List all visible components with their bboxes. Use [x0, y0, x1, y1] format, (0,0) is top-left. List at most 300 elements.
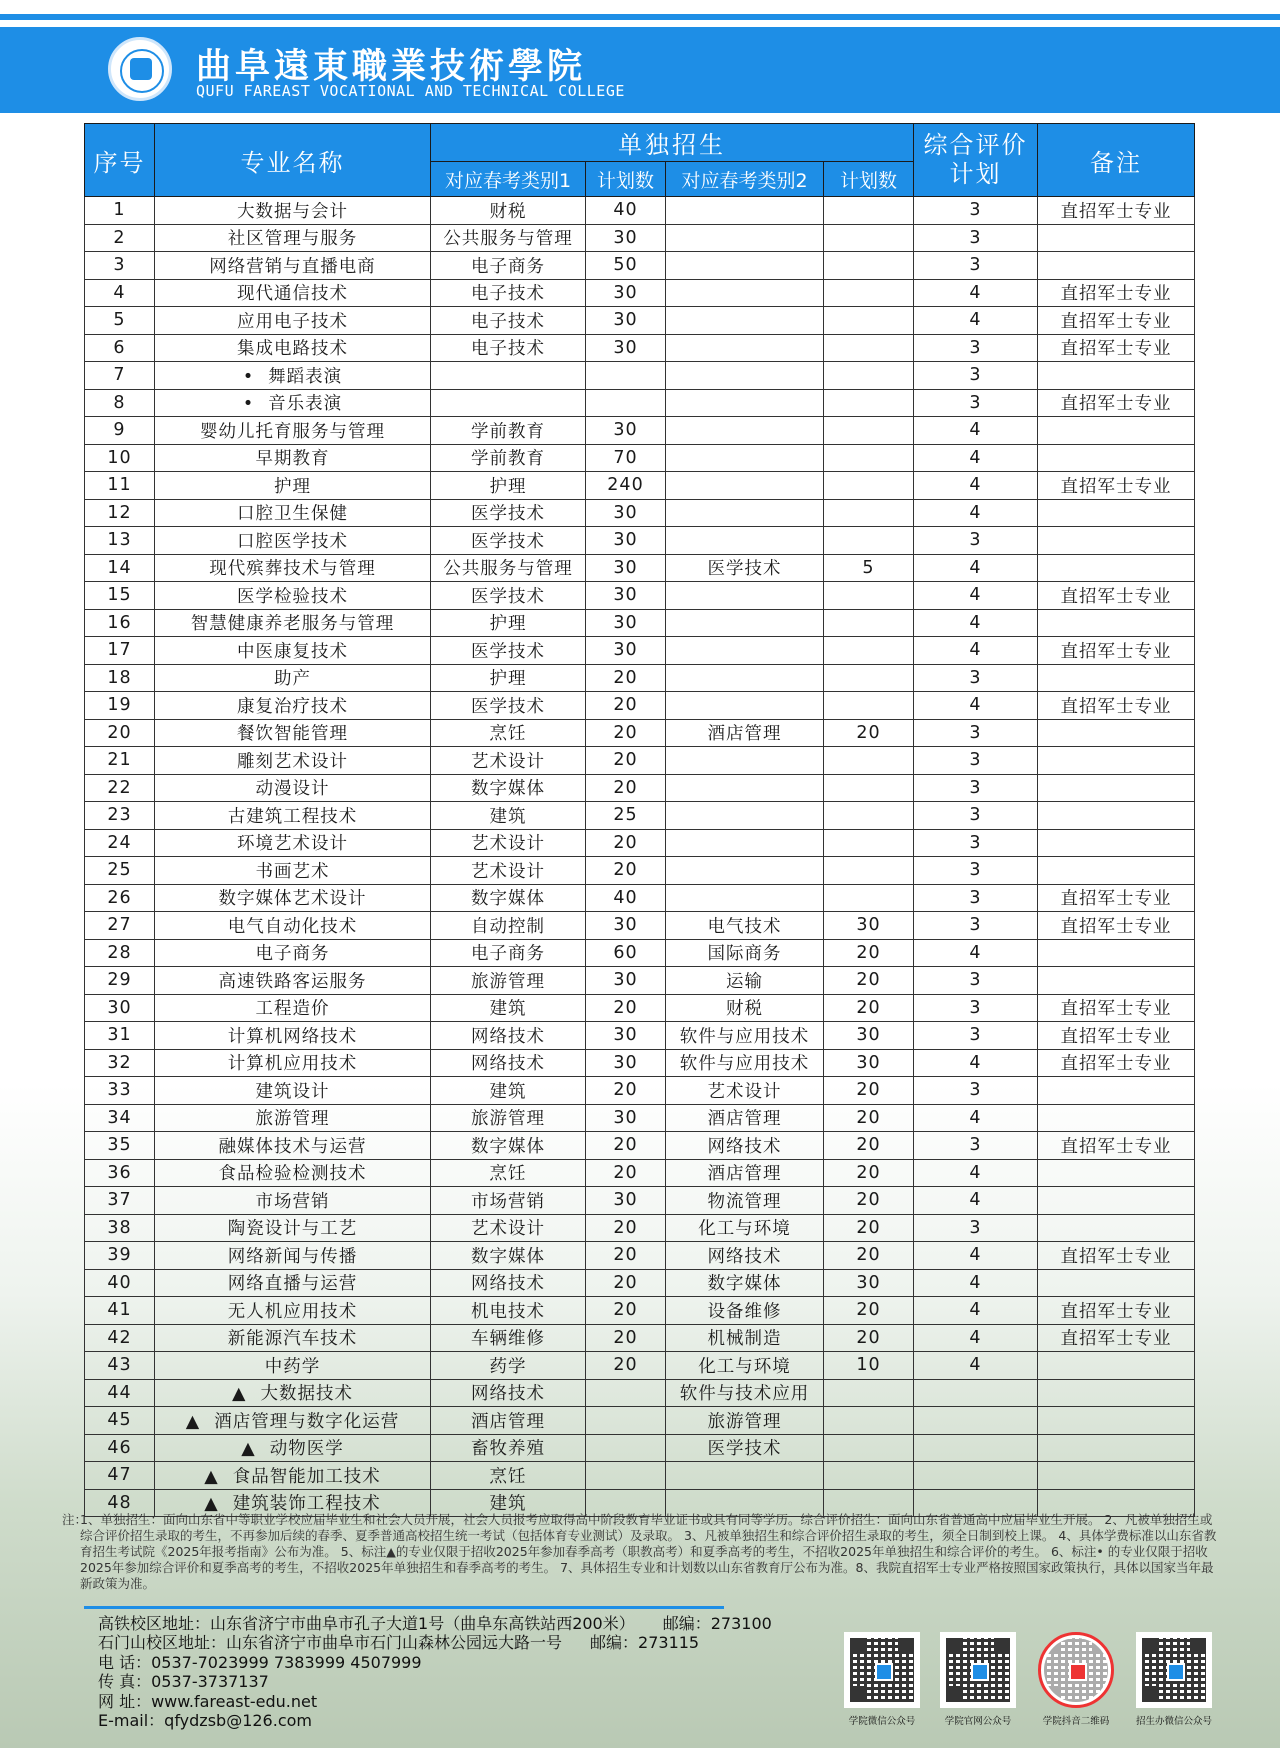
cell-category-1: 财税 — [431, 197, 586, 225]
cell-no: 5 — [85, 307, 155, 335]
cell-no: 24 — [85, 829, 155, 857]
cell-major: 中药学 — [155, 1352, 431, 1380]
cell-major: 网络新闻与传播 — [155, 1242, 431, 1270]
cell-category-2 — [666, 664, 824, 692]
cell-no: 45 — [85, 1407, 155, 1435]
cell-comprehensive: 3 — [914, 857, 1038, 885]
cell-plan-2 — [824, 389, 914, 417]
cell-major: 雕刻艺术设计 — [155, 747, 431, 775]
cell-plan-1: 20 — [586, 829, 666, 857]
cell-category-2: 网络技术 — [666, 1242, 824, 1270]
table-row — [85, 499, 1195, 527]
cell-category-1: 医学技术 — [431, 582, 586, 610]
cell-remark — [1038, 1352, 1195, 1380]
cell-category-1: 医学技术 — [431, 692, 586, 720]
cell-plan-2 — [824, 774, 914, 802]
website-qr-code-icon — [940, 1632, 1016, 1708]
cell-category-2: 化工与环境 — [666, 1214, 824, 1242]
cell-plan-2 — [824, 252, 914, 280]
table-row — [85, 829, 1195, 857]
cell-comprehensive: 4 — [914, 1297, 1038, 1325]
cell-category-1: 机电技术 — [431, 1297, 586, 1325]
cell-plan-2 — [824, 1462, 914, 1490]
cell-major: 婴幼儿托育服务与管理 — [155, 417, 431, 445]
cell-plan-1 — [586, 362, 666, 390]
cell-category-2 — [666, 334, 824, 362]
email-line[interactable]: E-mail：qfydzsb@126.com — [98, 1711, 312, 1731]
cell-no: 41 — [85, 1297, 155, 1325]
cell-comprehensive: 4 — [914, 1159, 1038, 1187]
cell-category-1: 烹饪 — [431, 1462, 586, 1490]
cell-plan-1: 20 — [586, 774, 666, 802]
cell-remark — [1038, 939, 1195, 967]
cell-plan-1 — [586, 1379, 666, 1407]
qr-label-website: 学院官网公众号 — [944, 1716, 1012, 1727]
cell-comprehensive — [914, 1434, 1038, 1462]
cell-plan-2 — [824, 829, 914, 857]
triangle-marker-icon: ▲ — [232, 1384, 247, 1405]
cell-remark — [1038, 1187, 1195, 1215]
cell-category-2: 电气技术 — [666, 912, 824, 940]
cell-no: 21 — [85, 747, 155, 775]
header-row-1 — [85, 124, 1195, 162]
cell-no: 28 — [85, 939, 155, 967]
cell-category-1: 旅游管理 — [431, 1104, 586, 1132]
cell-no: 15 — [85, 582, 155, 610]
cell-plan-2: 30 — [824, 1022, 914, 1050]
cell-comprehensive: 4 — [914, 609, 1038, 637]
cell-plan-2 — [824, 334, 914, 362]
cell-plan-2: 20 — [824, 1104, 914, 1132]
cell-plan-2: 20 — [824, 1297, 914, 1325]
cell-comprehensive — [914, 1379, 1038, 1407]
cell-major: 食品检验检测技术 — [155, 1159, 431, 1187]
table-row — [85, 1407, 1195, 1435]
cell-no: 35 — [85, 1132, 155, 1160]
cell-plan-1: 20 — [586, 1132, 666, 1160]
cell-plan-1 — [586, 389, 666, 417]
cell-plan-2 — [824, 884, 914, 912]
cell-plan-2: 20 — [824, 1132, 914, 1160]
cell-major: 电气自动化技术 — [155, 912, 431, 940]
cell-category-1: 旅游管理 — [431, 967, 586, 995]
cell-remark — [1038, 554, 1195, 582]
cell-comprehensive: 3 — [914, 252, 1038, 280]
cell-plan-1: 20 — [586, 1297, 666, 1325]
cell-plan-1: 30 — [586, 582, 666, 610]
col-header-major: 专业名称 — [155, 124, 431, 197]
cell-plan-1: 20 — [586, 857, 666, 885]
table-row — [85, 1104, 1195, 1132]
triangle-marker-icon: ▲ — [241, 1439, 256, 1460]
cell-remark: 直招军士专业 — [1038, 197, 1195, 225]
cell-no: 46 — [85, 1434, 155, 1462]
cell-category-2: 国际商务 — [666, 939, 824, 967]
cell-no: 33 — [85, 1077, 155, 1105]
cell-category-2: 财税 — [666, 994, 824, 1022]
cell-remark — [1038, 747, 1195, 775]
cell-major: ▲ 建筑装饰工程技术 — [155, 1489, 431, 1517]
cell-remark: 直招军士专业 — [1038, 884, 1195, 912]
table-row — [85, 444, 1195, 472]
cell-category-2 — [666, 224, 824, 252]
cell-no: 34 — [85, 1104, 155, 1132]
cell-no: 2 — [85, 224, 155, 252]
cell-category-2 — [666, 279, 824, 307]
table-row — [85, 252, 1195, 280]
cell-major: ▲ 酒店管理与数字化运营 — [155, 1407, 431, 1435]
cell-major: 早期教育 — [155, 444, 431, 472]
cell-remark: 直招军士专业 — [1038, 1242, 1195, 1270]
cell-remark — [1038, 1214, 1195, 1242]
cell-plan-1: 30 — [586, 637, 666, 665]
cell-no: 31 — [85, 1022, 155, 1050]
cell-remark: 直招军士专业 — [1038, 1297, 1195, 1325]
cell-remark — [1038, 1462, 1195, 1490]
cell-no: 37 — [85, 1187, 155, 1215]
cell-plan-2: 20 — [824, 967, 914, 995]
cell-major: 康复治疗技术 — [155, 692, 431, 720]
qr-label-admissions: 招生办微信公众号 — [1135, 1716, 1212, 1727]
cell-major: 古建筑工程技术 — [155, 802, 431, 830]
cell-plan-1: 30 — [586, 967, 666, 995]
col-header-category-1: 对应春考类别1 — [431, 162, 586, 197]
table-row — [85, 1049, 1195, 1077]
cell-comprehensive: 3 — [914, 1132, 1038, 1160]
cell-plan-1: 30 — [586, 527, 666, 555]
cell-plan-1: 30 — [586, 1187, 666, 1215]
cell-remark — [1038, 1159, 1195, 1187]
cell-major: 口腔医学技术 — [155, 527, 431, 555]
cell-comprehensive: 3 — [914, 967, 1038, 995]
table-row — [85, 774, 1195, 802]
cell-major: 现代通信技术 — [155, 279, 431, 307]
cell-category-2: 医学技术 — [666, 554, 824, 582]
cell-remark — [1038, 1434, 1195, 1462]
cell-category-1: 畜牧养殖 — [431, 1434, 586, 1462]
cell-category-2 — [666, 417, 824, 445]
cell-plan-1: 70 — [586, 444, 666, 472]
table-row — [85, 1159, 1195, 1187]
cell-remark — [1038, 252, 1195, 280]
cell-plan-2 — [824, 197, 914, 225]
cell-remark — [1038, 1077, 1195, 1105]
cell-plan-2 — [824, 417, 914, 445]
cell-no: 39 — [85, 1242, 155, 1270]
cell-no: 44 — [85, 1379, 155, 1407]
table-row — [85, 1269, 1195, 1297]
cell-major: 新能源汽车技术 — [155, 1324, 431, 1352]
cell-plan-2: 20 — [824, 1214, 914, 1242]
cell-category-1: 艺术设计 — [431, 857, 586, 885]
cell-no: 38 — [85, 1214, 155, 1242]
cell-category-2: 酒店管理 — [666, 719, 824, 747]
table-row — [85, 1297, 1195, 1325]
cell-category-2: 软件与应用技术 — [666, 1049, 824, 1077]
triangle-marker-icon: ▲ — [204, 1466, 219, 1487]
cell-category-2 — [666, 692, 824, 720]
table-row — [85, 692, 1195, 720]
cell-no: 3 — [85, 252, 155, 280]
table-row — [85, 197, 1195, 225]
table-row — [85, 802, 1195, 830]
cell-remark — [1038, 444, 1195, 472]
cell-category-1: 医学技术 — [431, 499, 586, 527]
cell-remark — [1038, 967, 1195, 995]
cell-comprehensive: 3 — [914, 747, 1038, 775]
cell-plan-2: 30 — [824, 1269, 914, 1297]
cell-major: 高速铁路客运服务 — [155, 967, 431, 995]
cell-category-2 — [666, 472, 824, 500]
cell-remark: 直招军士专业 — [1038, 1049, 1195, 1077]
cell-comprehensive — [914, 1407, 1038, 1435]
cell-comprehensive: 4 — [914, 307, 1038, 335]
cell-category-1: 艺术设计 — [431, 747, 586, 775]
school-name-cn: 曲阜遠東職業技術學院 — [196, 46, 587, 87]
cell-plan-1: 30 — [586, 279, 666, 307]
table-row — [85, 1434, 1195, 1462]
cell-plan-2 — [824, 1379, 914, 1407]
cell-major: 餐饮智能管理 — [155, 719, 431, 747]
cell-major: 计算机网络技术 — [155, 1022, 431, 1050]
cell-plan-1: 30 — [586, 1022, 666, 1050]
cell-no: 32 — [85, 1049, 155, 1077]
admissions-qr-code-icon — [1136, 1632, 1212, 1708]
cell-category-2: 酒店管理 — [666, 1159, 824, 1187]
table-row — [85, 1187, 1195, 1215]
cell-major: ▲ 食品智能加工技术 — [155, 1462, 431, 1490]
cell-plan-2 — [824, 444, 914, 472]
cell-category-2 — [666, 527, 824, 555]
cell-major: 工程造价 — [155, 994, 431, 1022]
cell-remark — [1038, 609, 1195, 637]
wechat-qr-code-icon — [844, 1632, 920, 1708]
cell-no: 12 — [85, 499, 155, 527]
cell-category-1: 电子技术 — [431, 334, 586, 362]
cell-category-1: 数字媒体 — [431, 1132, 586, 1160]
cell-no: 22 — [85, 774, 155, 802]
cell-plan-2 — [824, 802, 914, 830]
cell-comprehensive: 4 — [914, 637, 1038, 665]
cell-plan-1: 20 — [586, 1352, 666, 1380]
cell-no: 27 — [85, 912, 155, 940]
cell-major: • 音乐表演 — [155, 389, 431, 417]
cell-plan-2 — [824, 362, 914, 390]
cell-category-2 — [666, 802, 824, 830]
cell-comprehensive: 3 — [914, 527, 1038, 555]
cell-category-2: 酒店管理 — [666, 1104, 824, 1132]
college-seal-icon — [108, 37, 172, 101]
cell-plan-2: 20 — [824, 939, 914, 967]
cell-plan-1: 20 — [586, 692, 666, 720]
cell-remark: 直招军士专业 — [1038, 472, 1195, 500]
col-header-plan-2: 计划数 — [824, 162, 914, 197]
cell-plan-1: 30 — [586, 912, 666, 940]
table-row — [85, 472, 1195, 500]
cell-remark: 直招军士专业 — [1038, 912, 1195, 940]
cell-category-1: 数字媒体 — [431, 884, 586, 912]
cell-category-2: 网络技术 — [666, 1132, 824, 1160]
cell-remark — [1038, 499, 1195, 527]
cell-category-2: 设备维修 — [666, 1297, 824, 1325]
table-row — [85, 857, 1195, 885]
cell-major: ▲ 大数据技术 — [155, 1379, 431, 1407]
cell-category-1: 酒店管理 — [431, 1407, 586, 1435]
cell-category-1: 网络技术 — [431, 1049, 586, 1077]
cell-comprehensive: 4 — [914, 444, 1038, 472]
cell-plan-1: 30 — [586, 499, 666, 527]
cell-comprehensive: 4 — [914, 279, 1038, 307]
cell-comprehensive: 4 — [914, 692, 1038, 720]
cell-comprehensive: 3 — [914, 1022, 1038, 1050]
cell-plan-2 — [824, 664, 914, 692]
table-row — [85, 1324, 1195, 1352]
cell-no: 23 — [85, 802, 155, 830]
cell-plan-1: 20 — [586, 1242, 666, 1270]
cell-plan-2 — [824, 1407, 914, 1435]
cell-remark — [1038, 224, 1195, 252]
cell-major: 护理 — [155, 472, 431, 500]
cell-category-2 — [666, 362, 824, 390]
cell-plan-1: 50 — [586, 252, 666, 280]
cell-category-1: 网络技术 — [431, 1269, 586, 1297]
cell-no: 14 — [85, 554, 155, 582]
table-row — [85, 362, 1195, 390]
cell-plan-1: 20 — [586, 1269, 666, 1297]
cell-comprehensive: 4 — [914, 1352, 1038, 1380]
cell-comprehensive: 3 — [914, 197, 1038, 225]
col-header-remark: 备注 — [1038, 124, 1195, 197]
cell-remark — [1038, 527, 1195, 555]
cell-category-1: 公共服务与管理 — [431, 224, 586, 252]
cell-category-1: 数字媒体 — [431, 774, 586, 802]
cell-no: 17 — [85, 637, 155, 665]
cell-no: 8 — [85, 389, 155, 417]
cell-no: 48 — [85, 1489, 155, 1517]
cell-major: 现代殡葬技术与管理 — [155, 554, 431, 582]
cell-category-2 — [666, 252, 824, 280]
table-row — [85, 637, 1195, 665]
cell-category-1: 学前教育 — [431, 417, 586, 445]
cell-remark — [1038, 774, 1195, 802]
cell-category-2 — [666, 444, 824, 472]
cell-plan-1 — [586, 1462, 666, 1490]
cell-major: 计算机应用技术 — [155, 1049, 431, 1077]
cell-plan-2: 10 — [824, 1352, 914, 1380]
cell-category-1 — [431, 389, 586, 417]
cell-category-1: 建筑 — [431, 1077, 586, 1105]
cell-plan-2: 5 — [824, 554, 914, 582]
triangle-marker-icon: ▲ — [185, 1411, 201, 1432]
cell-category-2: 医学技术 — [666, 1434, 824, 1462]
cell-major: 动漫设计 — [155, 774, 431, 802]
cell-comprehensive: 3 — [914, 884, 1038, 912]
cell-plan-2: 20 — [824, 1159, 914, 1187]
cell-plan-2 — [824, 692, 914, 720]
cell-category-2: 旅游管理 — [666, 1407, 824, 1435]
cell-no: 26 — [85, 884, 155, 912]
cell-plan-2 — [824, 527, 914, 555]
cell-plan-2 — [824, 472, 914, 500]
cell-category-2: 数字媒体 — [666, 1269, 824, 1297]
cell-plan-1: 20 — [586, 1159, 666, 1187]
cell-plan-2: 20 — [824, 1187, 914, 1215]
cell-category-1: 护理 — [431, 664, 586, 692]
cell-category-1: 网络技术 — [431, 1379, 586, 1407]
cell-major: 陶瓷设计与工艺 — [155, 1214, 431, 1242]
cell-category-2: 机械制造 — [666, 1324, 824, 1352]
cell-remark: 直招军士专业 — [1038, 994, 1195, 1022]
fax-line: 传 真：0537-3737137 — [98, 1672, 269, 1692]
cell-comprehensive: 3 — [914, 389, 1038, 417]
table-row — [85, 884, 1195, 912]
cell-no: 43 — [85, 1352, 155, 1380]
website-line[interactable]: 网 址：www.fareast-edu.net — [98, 1691, 318, 1711]
cell-category-1: 建筑 — [431, 994, 586, 1022]
cell-comprehensive: 4 — [914, 554, 1038, 582]
cell-category-1: 护理 — [431, 609, 586, 637]
cell-plan-1: 40 — [586, 197, 666, 225]
cell-category-2: 软件与应用技术 — [666, 1022, 824, 1050]
cell-category-1: 艺术设计 — [431, 1214, 586, 1242]
col-header-plan-1: 计划数 — [586, 162, 666, 197]
cell-major: 集成电路技术 — [155, 334, 431, 362]
cell-remark: 直招军士专业 — [1038, 307, 1195, 335]
cell-no: 25 — [85, 857, 155, 885]
cell-no: 30 — [85, 994, 155, 1022]
cell-category-1: 车辆维修 — [431, 1324, 586, 1352]
col-header-category-2: 对应春考类别2 — [666, 162, 824, 197]
cell-no: 20 — [85, 719, 155, 747]
table-row — [85, 1462, 1195, 1490]
cell-category-2: 物流管理 — [666, 1187, 824, 1215]
table-row — [85, 582, 1195, 610]
table-row — [85, 279, 1195, 307]
cell-plan-1: 30 — [586, 417, 666, 445]
cell-plan-2: 20 — [824, 1324, 914, 1352]
cell-plan-1: 40 — [586, 884, 666, 912]
cell-plan-2 — [824, 582, 914, 610]
cell-category-2 — [666, 197, 824, 225]
footnote-lead: 注： — [62, 1512, 88, 1527]
cell-plan-1: 30 — [586, 307, 666, 335]
col-header-comprehensive: 综合评价计划 — [914, 124, 1038, 197]
cell-no: 36 — [85, 1159, 155, 1187]
cell-category-1: 公共服务与管理 — [431, 554, 586, 582]
cell-category-1: 数字媒体 — [431, 1242, 586, 1270]
table-row — [85, 1379, 1195, 1407]
col-header-single-enrollment: 单独招生 — [431, 124, 914, 162]
cell-category-1: 医学技术 — [431, 527, 586, 555]
cell-comprehensive: 4 — [914, 499, 1038, 527]
cell-remark: 直招军士专业 — [1038, 279, 1195, 307]
cell-category-2: 运输 — [666, 967, 824, 995]
cell-category-1: 医学技术 — [431, 637, 586, 665]
cell-plan-1: 20 — [586, 994, 666, 1022]
contact-divider — [84, 1606, 724, 1609]
table-row — [85, 417, 1195, 445]
cell-comprehensive: 4 — [914, 939, 1038, 967]
cell-plan-1: 30 — [586, 1104, 666, 1132]
cell-major: 网络营销与直播电商 — [155, 252, 431, 280]
cell-plan-1 — [586, 1434, 666, 1462]
cell-plan-1: 30 — [586, 224, 666, 252]
cell-comprehensive: 3 — [914, 719, 1038, 747]
cell-plan-1: 20 — [586, 747, 666, 775]
cell-remark — [1038, 719, 1195, 747]
cell-major: 无人机应用技术 — [155, 1297, 431, 1325]
cell-no: 42 — [85, 1324, 155, 1352]
